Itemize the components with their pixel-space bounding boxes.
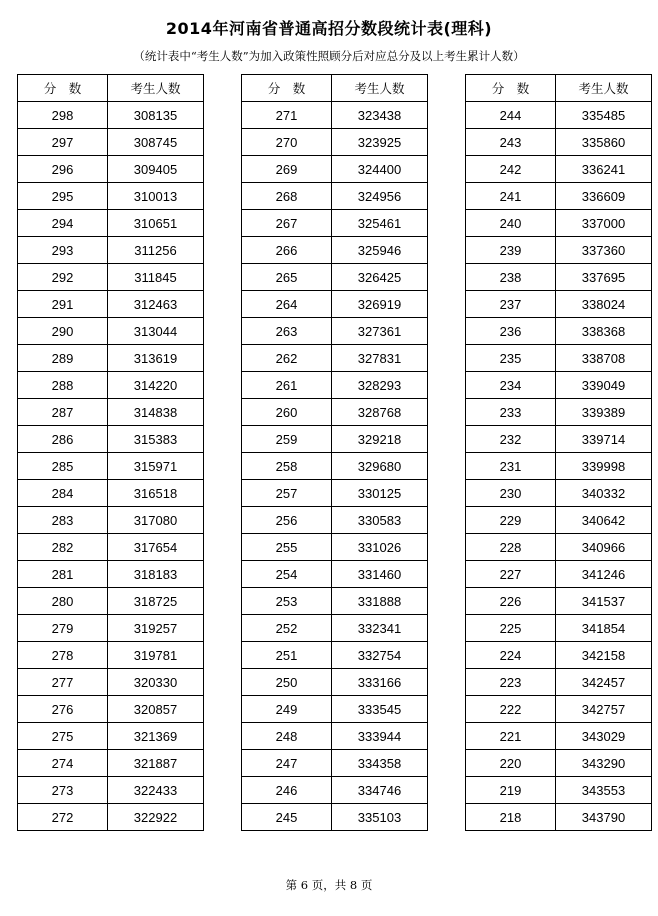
count-cell: 315383 xyxy=(108,426,204,453)
score-cell: 250 xyxy=(242,669,332,696)
score-cell: 290 xyxy=(18,318,108,345)
score-cell: 292 xyxy=(18,264,108,291)
count-cell: 334358 xyxy=(332,750,428,777)
table-row xyxy=(242,534,428,561)
table-row xyxy=(466,561,652,588)
count-cell: 336609 xyxy=(556,183,652,210)
table-row xyxy=(242,183,428,210)
score-cell: 225 xyxy=(466,615,556,642)
count-cell: 330125 xyxy=(332,480,428,507)
score-cell: 252 xyxy=(242,615,332,642)
count-cell: 337000 xyxy=(556,210,652,237)
score-cell: 247 xyxy=(242,750,332,777)
count-cell: 332754 xyxy=(332,642,428,669)
score-cell: 285 xyxy=(18,453,108,480)
count-cell: 308745 xyxy=(108,129,204,156)
count-cell: 312463 xyxy=(108,291,204,318)
count-cell: 328768 xyxy=(332,399,428,426)
count-cell: 339389 xyxy=(556,399,652,426)
score-cell: 266 xyxy=(242,237,332,264)
table-row xyxy=(466,534,652,561)
score-cell: 244 xyxy=(466,102,556,129)
table-row xyxy=(18,372,204,399)
count-cell: 321369 xyxy=(108,723,204,750)
score-cell: 274 xyxy=(18,750,108,777)
count-cell: 338024 xyxy=(556,291,652,318)
count-cell: 315971 xyxy=(108,453,204,480)
table-row xyxy=(466,480,652,507)
table-row xyxy=(242,291,428,318)
count-cell: 311256 xyxy=(108,237,204,264)
table-row xyxy=(466,804,652,831)
score-cell: 234 xyxy=(466,372,556,399)
count-cell: 332341 xyxy=(332,615,428,642)
table-row xyxy=(18,210,204,237)
table-row xyxy=(18,318,204,345)
score-cell: 249 xyxy=(242,696,332,723)
count-cell: 309405 xyxy=(108,156,204,183)
score-cell: 271 xyxy=(242,102,332,129)
table-header-row xyxy=(18,75,204,102)
table-row xyxy=(18,669,204,696)
score-cell: 251 xyxy=(242,642,332,669)
count-cell: 337360 xyxy=(556,237,652,264)
score-cell: 258 xyxy=(242,453,332,480)
table-row xyxy=(242,264,428,291)
table-row xyxy=(18,291,204,318)
score-cell: 228 xyxy=(466,534,556,561)
table-row xyxy=(466,102,652,129)
table-header-row xyxy=(466,75,652,102)
table-row xyxy=(18,453,204,480)
count-cell: 320330 xyxy=(108,669,204,696)
count-cell: 340966 xyxy=(556,534,652,561)
count-cell: 333944 xyxy=(332,723,428,750)
score-cell: 224 xyxy=(466,642,556,669)
table-row xyxy=(18,507,204,534)
count-cell: 341854 xyxy=(556,615,652,642)
count-cell: 339049 xyxy=(556,372,652,399)
table-row xyxy=(242,696,428,723)
score-table-3 xyxy=(465,74,652,831)
table-row xyxy=(242,318,428,345)
table-row xyxy=(18,534,204,561)
count-cell: 324400 xyxy=(332,156,428,183)
count-cell: 329680 xyxy=(332,453,428,480)
count-cell: 343290 xyxy=(556,750,652,777)
score-cell: 267 xyxy=(242,210,332,237)
table-row xyxy=(242,507,428,534)
count-cell: 334746 xyxy=(332,777,428,804)
count-cell: 322922 xyxy=(108,804,204,831)
score-cell: 294 xyxy=(18,210,108,237)
table-row xyxy=(18,615,204,642)
count-cell: 327831 xyxy=(332,345,428,372)
table-row xyxy=(242,804,428,831)
score-cell: 287 xyxy=(18,399,108,426)
score-cell: 293 xyxy=(18,237,108,264)
table-row xyxy=(18,777,204,804)
score-cell: 235 xyxy=(466,345,556,372)
score-cell: 295 xyxy=(18,183,108,210)
score-cell: 283 xyxy=(18,507,108,534)
score-cell: 273 xyxy=(18,777,108,804)
table-row xyxy=(242,777,428,804)
count-cell: 340642 xyxy=(556,507,652,534)
score-cell: 246 xyxy=(242,777,332,804)
count-cell: 328293 xyxy=(332,372,428,399)
count-cell: 330583 xyxy=(332,507,428,534)
count-cell: 342158 xyxy=(556,642,652,669)
count-cell: 336241 xyxy=(556,156,652,183)
count-column-header: 考生人数 xyxy=(332,75,428,102)
score-cell: 240 xyxy=(466,210,556,237)
count-cell: 322433 xyxy=(108,777,204,804)
count-cell: 343029 xyxy=(556,723,652,750)
count-cell: 313044 xyxy=(108,318,204,345)
score-table-2 xyxy=(241,74,428,831)
score-cell: 270 xyxy=(242,129,332,156)
count-cell: 310013 xyxy=(108,183,204,210)
score-cell: 279 xyxy=(18,615,108,642)
count-cell: 335485 xyxy=(556,102,652,129)
score-cell: 269 xyxy=(242,156,332,183)
count-cell: 327361 xyxy=(332,318,428,345)
table-row xyxy=(466,426,652,453)
table-row xyxy=(466,696,652,723)
count-cell: 318725 xyxy=(108,588,204,615)
score-cell: 220 xyxy=(466,750,556,777)
score-cell: 288 xyxy=(18,372,108,399)
score-cell: 237 xyxy=(466,291,556,318)
score-cell: 233 xyxy=(466,399,556,426)
table-row xyxy=(466,453,652,480)
count-cell: 340332 xyxy=(556,480,652,507)
score-cell: 219 xyxy=(466,777,556,804)
table-row xyxy=(18,642,204,669)
count-cell: 326425 xyxy=(332,264,428,291)
score-column-header: 分 数 xyxy=(18,75,108,102)
score-cell: 284 xyxy=(18,480,108,507)
count-cell: 331460 xyxy=(332,561,428,588)
score-cell: 236 xyxy=(466,318,556,345)
table-row xyxy=(466,642,652,669)
table-row xyxy=(242,588,428,615)
count-cell: 326919 xyxy=(332,291,428,318)
table-row xyxy=(466,588,652,615)
table-row xyxy=(18,723,204,750)
score-cell: 289 xyxy=(18,345,108,372)
score-column-header: 分 数 xyxy=(242,75,332,102)
count-cell: 317080 xyxy=(108,507,204,534)
count-column-header: 考生人数 xyxy=(556,75,652,102)
table-row xyxy=(466,156,652,183)
table-row xyxy=(242,129,428,156)
score-cell: 254 xyxy=(242,561,332,588)
table-row xyxy=(242,669,428,696)
count-cell: 323438 xyxy=(332,102,428,129)
count-cell: 316518 xyxy=(108,480,204,507)
count-cell: 325461 xyxy=(332,210,428,237)
count-cell: 335103 xyxy=(332,804,428,831)
score-cell: 230 xyxy=(466,480,556,507)
table-row xyxy=(18,102,204,129)
table-row xyxy=(242,345,428,372)
count-cell: 339714 xyxy=(556,426,652,453)
score-cell: 272 xyxy=(18,804,108,831)
score-cell: 231 xyxy=(466,453,556,480)
score-cell: 229 xyxy=(466,507,556,534)
table-row xyxy=(18,399,204,426)
score-cell: 264 xyxy=(242,291,332,318)
count-cell: 333166 xyxy=(332,669,428,696)
count-cell: 308135 xyxy=(108,102,204,129)
count-cell: 324956 xyxy=(332,183,428,210)
table-row xyxy=(242,237,428,264)
table-row xyxy=(242,723,428,750)
count-cell: 333545 xyxy=(332,696,428,723)
table-row xyxy=(18,804,204,831)
count-cell: 319781 xyxy=(108,642,204,669)
score-table-1 xyxy=(17,74,204,831)
score-cell: 281 xyxy=(18,561,108,588)
count-cell: 342757 xyxy=(556,696,652,723)
score-cell: 243 xyxy=(466,129,556,156)
count-cell: 341246 xyxy=(556,561,652,588)
score-column-header: 分 数 xyxy=(466,75,556,102)
score-cell: 291 xyxy=(18,291,108,318)
count-cell: 314220 xyxy=(108,372,204,399)
score-cell: 275 xyxy=(18,723,108,750)
count-cell: 331026 xyxy=(332,534,428,561)
table-row xyxy=(18,183,204,210)
score-cell: 260 xyxy=(242,399,332,426)
count-cell: 319257 xyxy=(108,615,204,642)
count-cell: 314838 xyxy=(108,399,204,426)
score-cell: 276 xyxy=(18,696,108,723)
count-cell: 323925 xyxy=(332,129,428,156)
table-row xyxy=(242,561,428,588)
count-cell: 329218 xyxy=(332,426,428,453)
score-cell: 248 xyxy=(242,723,332,750)
table-row xyxy=(466,372,652,399)
table-row xyxy=(18,750,204,777)
table-row xyxy=(18,480,204,507)
score-cell: 259 xyxy=(242,426,332,453)
table-row xyxy=(242,102,428,129)
count-cell: 338368 xyxy=(556,318,652,345)
table-row xyxy=(466,750,652,777)
score-cell: 245 xyxy=(242,804,332,831)
table-row xyxy=(466,507,652,534)
count-cell: 321887 xyxy=(108,750,204,777)
score-cell: 263 xyxy=(242,318,332,345)
score-cell: 227 xyxy=(466,561,556,588)
count-cell: 338708 xyxy=(556,345,652,372)
table-row xyxy=(18,129,204,156)
score-cell: 255 xyxy=(242,534,332,561)
table-row xyxy=(466,129,652,156)
score-cell: 226 xyxy=(466,588,556,615)
score-cell: 223 xyxy=(466,669,556,696)
score-cell: 232 xyxy=(466,426,556,453)
count-cell: 310651 xyxy=(108,210,204,237)
score-cell: 265 xyxy=(242,264,332,291)
table-row xyxy=(466,669,652,696)
score-cell: 262 xyxy=(242,345,332,372)
table-row xyxy=(242,372,428,399)
table-row xyxy=(242,480,428,507)
table-row xyxy=(242,453,428,480)
count-cell: 317654 xyxy=(108,534,204,561)
count-cell: 335860 xyxy=(556,129,652,156)
score-cell: 222 xyxy=(466,696,556,723)
table-row xyxy=(466,291,652,318)
score-cell: 221 xyxy=(466,723,556,750)
count-cell: 343553 xyxy=(556,777,652,804)
score-cell: 239 xyxy=(466,237,556,264)
page-subtitle: （统计表中“考生人数”为加入政策性照顾分后对应总分及以上考生累计人数） xyxy=(133,49,525,63)
score-cell: 256 xyxy=(242,507,332,534)
table-row xyxy=(18,561,204,588)
score-cell: 296 xyxy=(18,156,108,183)
count-cell: 311845 xyxy=(108,264,204,291)
score-cell: 242 xyxy=(466,156,556,183)
table-row xyxy=(466,723,652,750)
count-cell: 320857 xyxy=(108,696,204,723)
table-row xyxy=(242,642,428,669)
count-cell: 341537 xyxy=(556,588,652,615)
table-row xyxy=(242,399,428,426)
count-cell: 337695 xyxy=(556,264,652,291)
score-cell: 298 xyxy=(18,102,108,129)
score-cell: 297 xyxy=(18,129,108,156)
score-cell: 286 xyxy=(18,426,108,453)
score-cell: 261 xyxy=(242,372,332,399)
table-row xyxy=(466,777,652,804)
table-row xyxy=(18,696,204,723)
count-cell: 342457 xyxy=(556,669,652,696)
table-row xyxy=(242,210,428,237)
page-footer: 第 6 页，共 8 页 xyxy=(285,878,373,892)
table-row xyxy=(18,588,204,615)
table-row xyxy=(466,318,652,345)
table-row xyxy=(242,750,428,777)
table-row xyxy=(242,156,428,183)
table-row xyxy=(18,237,204,264)
score-cell: 257 xyxy=(242,480,332,507)
score-cell: 253 xyxy=(242,588,332,615)
table-row xyxy=(466,210,652,237)
score-cell: 218 xyxy=(466,804,556,831)
score-cell: 277 xyxy=(18,669,108,696)
page-title: 2014年河南省普通高招分数段统计表(理科) xyxy=(165,19,493,38)
score-cell: 282 xyxy=(18,534,108,561)
table-row xyxy=(242,426,428,453)
count-cell: 331888 xyxy=(332,588,428,615)
score-cell: 278 xyxy=(18,642,108,669)
table-row xyxy=(466,264,652,291)
table-row xyxy=(18,264,204,291)
table-row xyxy=(466,615,652,642)
score-cell: 280 xyxy=(18,588,108,615)
table-row xyxy=(18,345,204,372)
count-cell: 313619 xyxy=(108,345,204,372)
table-row xyxy=(466,237,652,264)
table-row xyxy=(18,426,204,453)
table-row xyxy=(466,183,652,210)
table-row xyxy=(242,615,428,642)
count-cell: 339998 xyxy=(556,453,652,480)
count-cell: 343790 xyxy=(556,804,652,831)
table-header-row xyxy=(242,75,428,102)
score-cell: 268 xyxy=(242,183,332,210)
table-row xyxy=(466,345,652,372)
table-row xyxy=(466,399,652,426)
count-cell: 325946 xyxy=(332,237,428,264)
count-column-header: 考生人数 xyxy=(108,75,204,102)
score-cell: 238 xyxy=(466,264,556,291)
table-row xyxy=(18,156,204,183)
score-cell: 241 xyxy=(466,183,556,210)
count-cell: 318183 xyxy=(108,561,204,588)
